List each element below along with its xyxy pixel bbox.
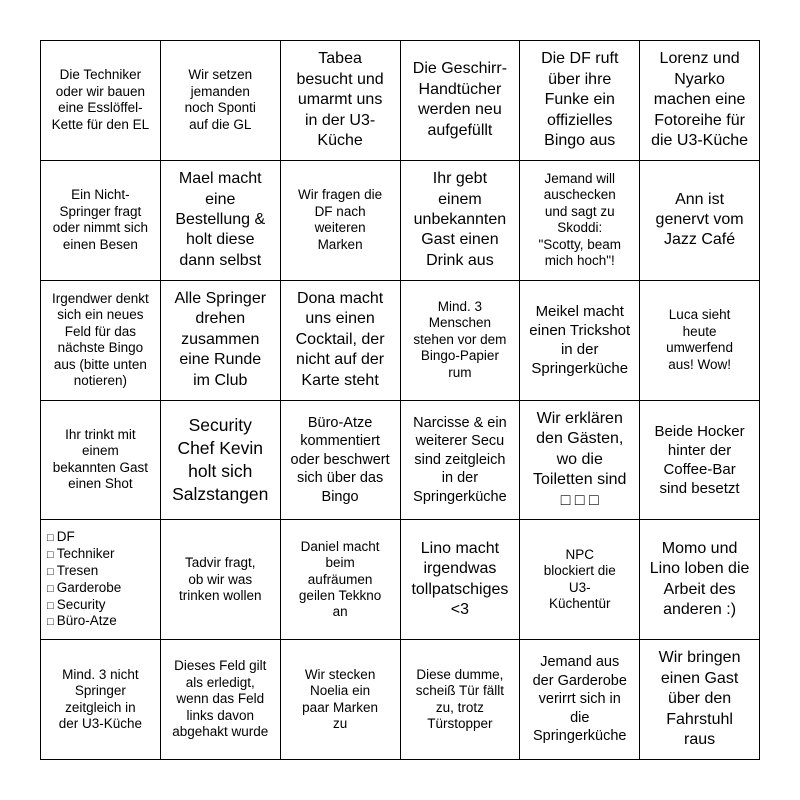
cell-text: Jemand will auschecken und sagt zu Skoddi: "Scotty, beam mich hoch"! <box>538 170 622 269</box>
checklist-item: □ Security <box>47 597 121 614</box>
bingo-cell[interactable] <box>640 161 760 281</box>
bingo-cell[interactable] <box>640 640 760 760</box>
bingo-board <box>40 40 760 760</box>
bingo-cell[interactable] <box>161 520 281 640</box>
bingo-cell[interactable] <box>520 401 640 521</box>
bingo-cell[interactable] <box>161 161 281 281</box>
bingo-cell[interactable] <box>520 640 640 760</box>
cell-text: Momo und Lino loben die Arbeit des anderen :) <box>649 539 750 619</box>
cell-text: Mind. 3 Menschen stehen vor dem Bingo-Papier rum <box>413 298 507 380</box>
cell-text: Lorenz und Nyarko machen eine Fotoreihe für die U3-Küche <box>651 50 749 150</box>
checklist-item: □ Tresen <box>47 563 121 580</box>
bingo-cell[interactable] <box>401 401 521 521</box>
cell-text: Tabea besucht und umarmt uns in der U3-Küche <box>296 50 384 150</box>
cell-text: Tadvir fragt, ob wir was trinken wollen <box>178 555 262 603</box>
bingo-cell[interactable] <box>640 41 760 161</box>
cell-text: Wir stecken Noelia ein paar Marken zu <box>302 666 378 732</box>
bingo-cell[interactable] <box>161 640 281 760</box>
cell-text: Beide Hocker hinter der Coffee-Bar sind besetzt <box>654 422 745 498</box>
bingo-cell[interactable] <box>520 161 640 281</box>
cell-text: Luca sieht heute umwerfend aus! Wow! <box>666 307 733 372</box>
cell-text: Diese dumme, scheiß Tür fällt zu, trotz Türstopper <box>415 666 505 732</box>
cell-text: Ihr trinkt mit einem bekannten Gast einen Shot <box>52 426 149 492</box>
bingo-cell[interactable] <box>401 520 521 640</box>
cell-text: Ein Nicht-Springer fragt oder nimmt sich einen Besen <box>52 187 149 252</box>
bingo-cell[interactable] <box>520 281 640 401</box>
cell-text: Mael macht eine Bestellung & holt diese dann selbst <box>175 170 266 269</box>
bingo-cell[interactable] <box>281 161 401 281</box>
cell-text: Wir erklären den Gästen, wo die Toiletten sind □ □ □ <box>533 409 627 509</box>
checklist-item: □ Büro-Atze <box>47 613 121 630</box>
cell-text: Ihr gebt einem unbekannten Gast einen Drink aus <box>413 170 507 269</box>
cell-text: Mind. 3 nicht Springer zeitgleich in der U3-Küche <box>58 666 143 732</box>
bingo-cell[interactable] <box>161 41 281 161</box>
bingo-cell[interactable] <box>401 640 521 760</box>
cell-text: Die DF ruft über ihre Funke ein offizielles Bingo aus <box>541 50 619 150</box>
cell-text: Wir bringen einen Gast über den Fahrstuhl raus <box>658 649 741 749</box>
cell-text: Meikel macht einen Trickshot in der Springerküche <box>529 302 631 378</box>
bingo-cell[interactable] <box>41 520 161 640</box>
checklist-item: □ DF <box>47 529 121 546</box>
bingo-cell[interactable] <box>520 520 640 640</box>
bingo-cell[interactable] <box>640 520 760 640</box>
cell-text: Büro-Atze kommentiert oder beschwert sich über das Bingo <box>290 414 390 505</box>
cell-text: Ann ist genervt vom Jazz Café <box>655 190 744 249</box>
bingo-cell[interactable] <box>401 281 521 401</box>
bingo-cell[interactable] <box>161 401 281 521</box>
bingo-cell[interactable] <box>520 41 640 161</box>
bingo-cell[interactable] <box>640 401 760 521</box>
cell-text: Die Geschirr-Handtücher werden neu aufgefüllt <box>412 60 508 139</box>
bingo-cell[interactable] <box>281 520 401 640</box>
cell-text: NPC blockiert die U3-Küchentür <box>543 546 616 612</box>
bingo-cell[interactable] <box>401 41 521 161</box>
bingo-cell[interactable] <box>41 281 161 401</box>
bingo-cell[interactable] <box>41 640 161 760</box>
bingo-cell[interactable] <box>281 41 401 161</box>
cell-text: Wir setzen jemanden noch Sponti auf die GL <box>184 67 256 132</box>
bingo-cell[interactable] <box>41 41 161 161</box>
cell-text: Dieses Feld gilt als erledigt, wenn das Feld links davon abgehakt wurde <box>172 658 269 740</box>
bingo-cell[interactable] <box>640 281 760 401</box>
cell-text: Jemand aus der Garderobe verirrt sich in die Springerküche <box>532 654 627 745</box>
checklist <box>47 529 121 630</box>
bingo-cell[interactable] <box>41 161 161 281</box>
cell-text: Narcisse & ein weiterer Secu sind zeitgleich in der Springerküche <box>413 414 507 505</box>
bingo-cell[interactable] <box>161 281 281 401</box>
cell-text: Die Techniker oder wir bauen eine Esslöffel-Kette für den EL <box>51 67 150 132</box>
checklist-item: □ Garderobe <box>47 580 121 597</box>
cell-text: Security Chef Kevin holt sich Salzstangen <box>172 415 269 504</box>
cell-text: Daniel macht beim aufräumen geilen Tekkno an <box>298 538 382 620</box>
bingo-cell[interactable] <box>281 281 401 401</box>
cell-text: Lino macht irgendwas tollpatschiges <3 <box>411 539 509 619</box>
cell-text: Irgendwer denkt sich ein neues Feld für das nächste Bingo aus (bitte unten notieren) <box>52 290 149 389</box>
bingo-cell[interactable] <box>41 401 161 521</box>
bingo-cell[interactable] <box>281 640 401 760</box>
checklist-item: □ Techniker <box>47 546 121 563</box>
cell-text: Dona macht uns einen Cocktail, der nicht auf der Karte steht <box>295 289 385 389</box>
cell-text: Alle Springer drehen zusammen eine Runde im Club <box>174 289 267 389</box>
bingo-cell[interactable] <box>401 161 521 281</box>
cell-text: Wir fragen die DF nach weiteren Marken <box>298 187 383 252</box>
bingo-cell[interactable] <box>281 401 401 521</box>
